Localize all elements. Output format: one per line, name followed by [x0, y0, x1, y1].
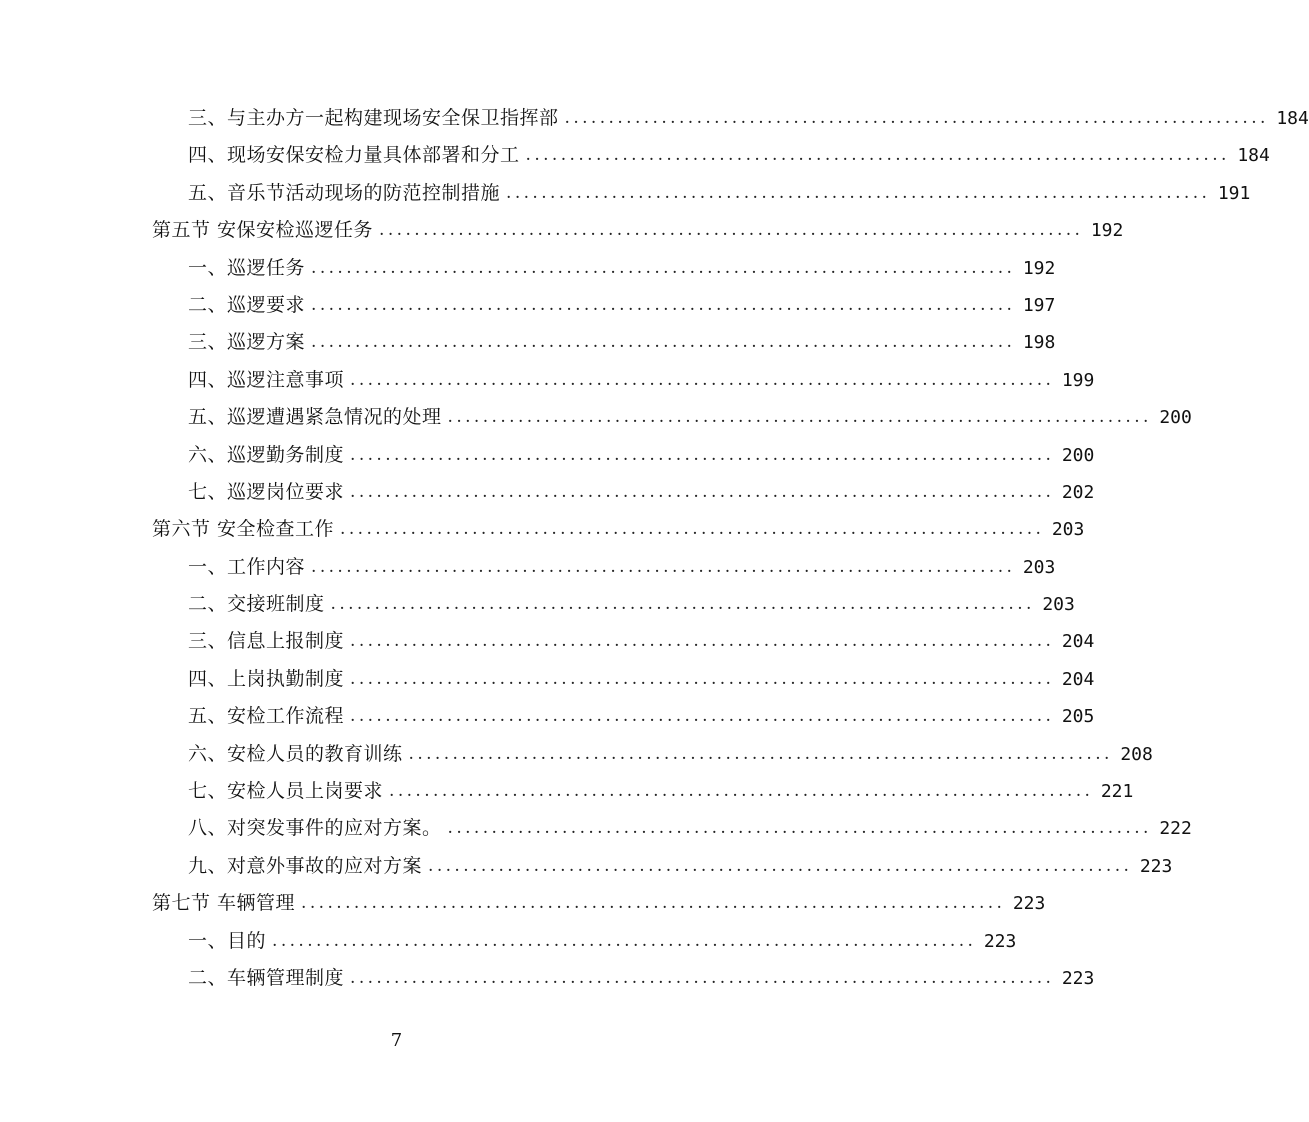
toc-entry-page-number: 197 [1022, 294, 1056, 316]
toc-entry-page-number: 223 [1139, 855, 1173, 877]
toc-dot-leader: ................................................................................ [350, 668, 1055, 689]
toc-dot-leader: ................................................................................ [506, 182, 1211, 203]
toc-entry-page-number: 205 [1061, 706, 1095, 728]
toc-dot-leader: ................................................................................ [525, 145, 1230, 166]
toc-entry-page-number: 203 [1042, 594, 1075, 616]
toc-dot-leader: ................................................................................ [311, 294, 1016, 315]
table-of-contents [152, 100, 1309, 997]
toc-entry-page-number: 203 [1051, 519, 1085, 541]
toc-entry-label: 七、巡逻岗位要求 [188, 480, 345, 503]
toc-entry-label: 七、安检人员上岗要求 [188, 780, 384, 803]
toc-subsection-entry[interactable] [152, 250, 1056, 287]
toc-subsection-entry[interactable] [152, 960, 1095, 997]
toc-entry-label: 第七节 车辆管理 [152, 892, 296, 915]
toc-subsection-entry[interactable] [152, 586, 1075, 623]
toc-dot-leader: ................................................................................ [301, 893, 1006, 914]
toc-entry-label: 四、现场安保安检力量具体部署和分工 [188, 144, 520, 167]
toc-dot-leader: ................................................................................ [311, 556, 1016, 577]
toc-dot-leader: ................................................................................ [340, 519, 1045, 540]
toc-entry-label: 四、上岗执勤制度 [188, 667, 345, 690]
toc-dot-leader: ................................................................................ [350, 481, 1055, 502]
toc-entry-page-number: 208 [1120, 743, 1153, 765]
toc-entry-label: 二、车辆管理制度 [188, 966, 345, 989]
toc-subsection-entry[interactable] [152, 399, 1192, 436]
toc-dot-leader: ................................................................................ [311, 332, 1016, 353]
toc-section-entry[interactable] [152, 212, 1124, 249]
toc-subsection-entry[interactable] [152, 437, 1095, 474]
toc-entry-label: 六、安检人员的教育训练 [188, 742, 403, 765]
toc-entry-page-number: 199 [1061, 369, 1095, 391]
toc-entry-page-number: 204 [1061, 668, 1095, 690]
toc-entry-label: 三、与主办方一起构建现场安全保卫指挥部 [188, 107, 559, 129]
toc-subsection-entry[interactable] [152, 549, 1056, 586]
toc-entry-page-number: 223 [1012, 893, 1046, 915]
toc-entry-label: 八、对突发事件的应对方案。 [188, 817, 442, 840]
toc-section-entry[interactable] [152, 885, 1046, 922]
toc-dot-leader: ................................................................................ [447, 818, 1152, 839]
toc-dot-leader: ................................................................................ [350, 369, 1055, 390]
toc-entry-page-number: 184 [1276, 108, 1309, 129]
toc-subsection-entry[interactable] [152, 623, 1095, 660]
toc-dot-leader: ................................................................................ [350, 967, 1055, 988]
toc-dot-leader: ................................................................................ [379, 220, 1084, 241]
toc-subsection-entry[interactable] [152, 324, 1056, 361]
toc-subsection-entry[interactable] [152, 661, 1095, 698]
toc-dot-leader: ................................................................................ [447, 407, 1152, 428]
toc-entry-page-number: 203 [1022, 556, 1056, 578]
toc-dot-leader: ................................................................................ [350, 706, 1055, 727]
page-number: 7 [390, 1030, 403, 1051]
toc-dot-leader: ................................................................................ [350, 631, 1055, 652]
toc-subsection-entry[interactable] [152, 736, 1153, 773]
toc-subsection-entry[interactable] [152, 698, 1095, 735]
toc-entry-label: 二、交接班制度 [188, 593, 325, 616]
toc-entry-page-number: 198 [1022, 332, 1056, 354]
toc-entry-label: 五、巡逻遭遇紧急情况的处理 [188, 406, 442, 429]
toc-entry-label: 第五节 安保安检巡逻任务 [152, 219, 374, 242]
toc-entry-page-number: 191 [1217, 182, 1251, 204]
toc-entry-label: 一、工作内容 [188, 555, 306, 578]
toc-entry-label: 六、巡逻勤务制度 [188, 443, 345, 466]
toc-entry-label: 三、巡逻方案 [188, 331, 306, 354]
toc-subsection-entry[interactable] [152, 137, 1270, 174]
toc-subsection-entry[interactable] [152, 923, 1017, 960]
toc-entry-label: 四、巡逻注意事项 [188, 368, 345, 391]
toc-dot-leader: ................................................................................ [272, 930, 977, 951]
toc-dot-leader: ................................................................................ [389, 781, 1094, 802]
toc-entry-label: 九、对意外事故的应对方案 [188, 854, 423, 877]
toc-subsection-entry[interactable] [152, 362, 1095, 399]
toc-dot-leader: ................................................................................ [350, 444, 1055, 465]
toc-entry-label: 五、音乐节活动现场的防范控制措施 [188, 181, 501, 204]
toc-subsection-entry[interactable] [152, 773, 1134, 810]
toc-subsection-entry[interactable] [152, 474, 1095, 511]
toc-entry-label: 第六节 安全检查工作 [152, 518, 335, 541]
toc-entry-page-number: 184 [1237, 145, 1270, 167]
toc-subsection-entry[interactable] [152, 287, 1056, 324]
toc-subsection-entry[interactable] [152, 100, 1309, 137]
toc-entry-page-number: 192 [1022, 257, 1056, 279]
toc-entry-page-number: 200 [1159, 407, 1192, 429]
toc-dot-leader: ................................................................................ [564, 108, 1269, 128]
toc-entry-page-number: 222 [1159, 818, 1192, 840]
toc-dot-leader: ................................................................................ [428, 855, 1133, 876]
toc-subsection-entry[interactable] [152, 810, 1192, 847]
toc-entry-label: 五、安检工作流程 [188, 705, 345, 728]
toc-dot-leader: ................................................................................ [408, 743, 1113, 764]
toc-section-entry[interactable] [152, 511, 1085, 548]
toc-subsection-entry[interactable] [152, 175, 1251, 212]
toc-entry-page-number: 202 [1061, 481, 1095, 503]
toc-entry-page-number: 200 [1061, 444, 1095, 466]
toc-entry-page-number: 221 [1100, 781, 1134, 803]
toc-entry-label: 一、目的 [188, 929, 267, 952]
toc-entry-page-number: 223 [1061, 967, 1095, 989]
toc-entry-page-number: 223 [983, 930, 1017, 952]
toc-entry-label: 三、信息上报制度 [188, 630, 345, 653]
toc-entry-label: 一、巡逻任务 [188, 256, 306, 279]
toc-entry-label: 二、巡逻要求 [188, 293, 306, 316]
toc-entry-page-number: 204 [1061, 631, 1095, 653]
toc-subsection-entry[interactable] [152, 848, 1173, 885]
toc-dot-leader: ................................................................................ [330, 594, 1035, 615]
toc-dot-leader: ................................................................................ [311, 257, 1016, 278]
toc-entry-page-number: 192 [1090, 220, 1124, 242]
